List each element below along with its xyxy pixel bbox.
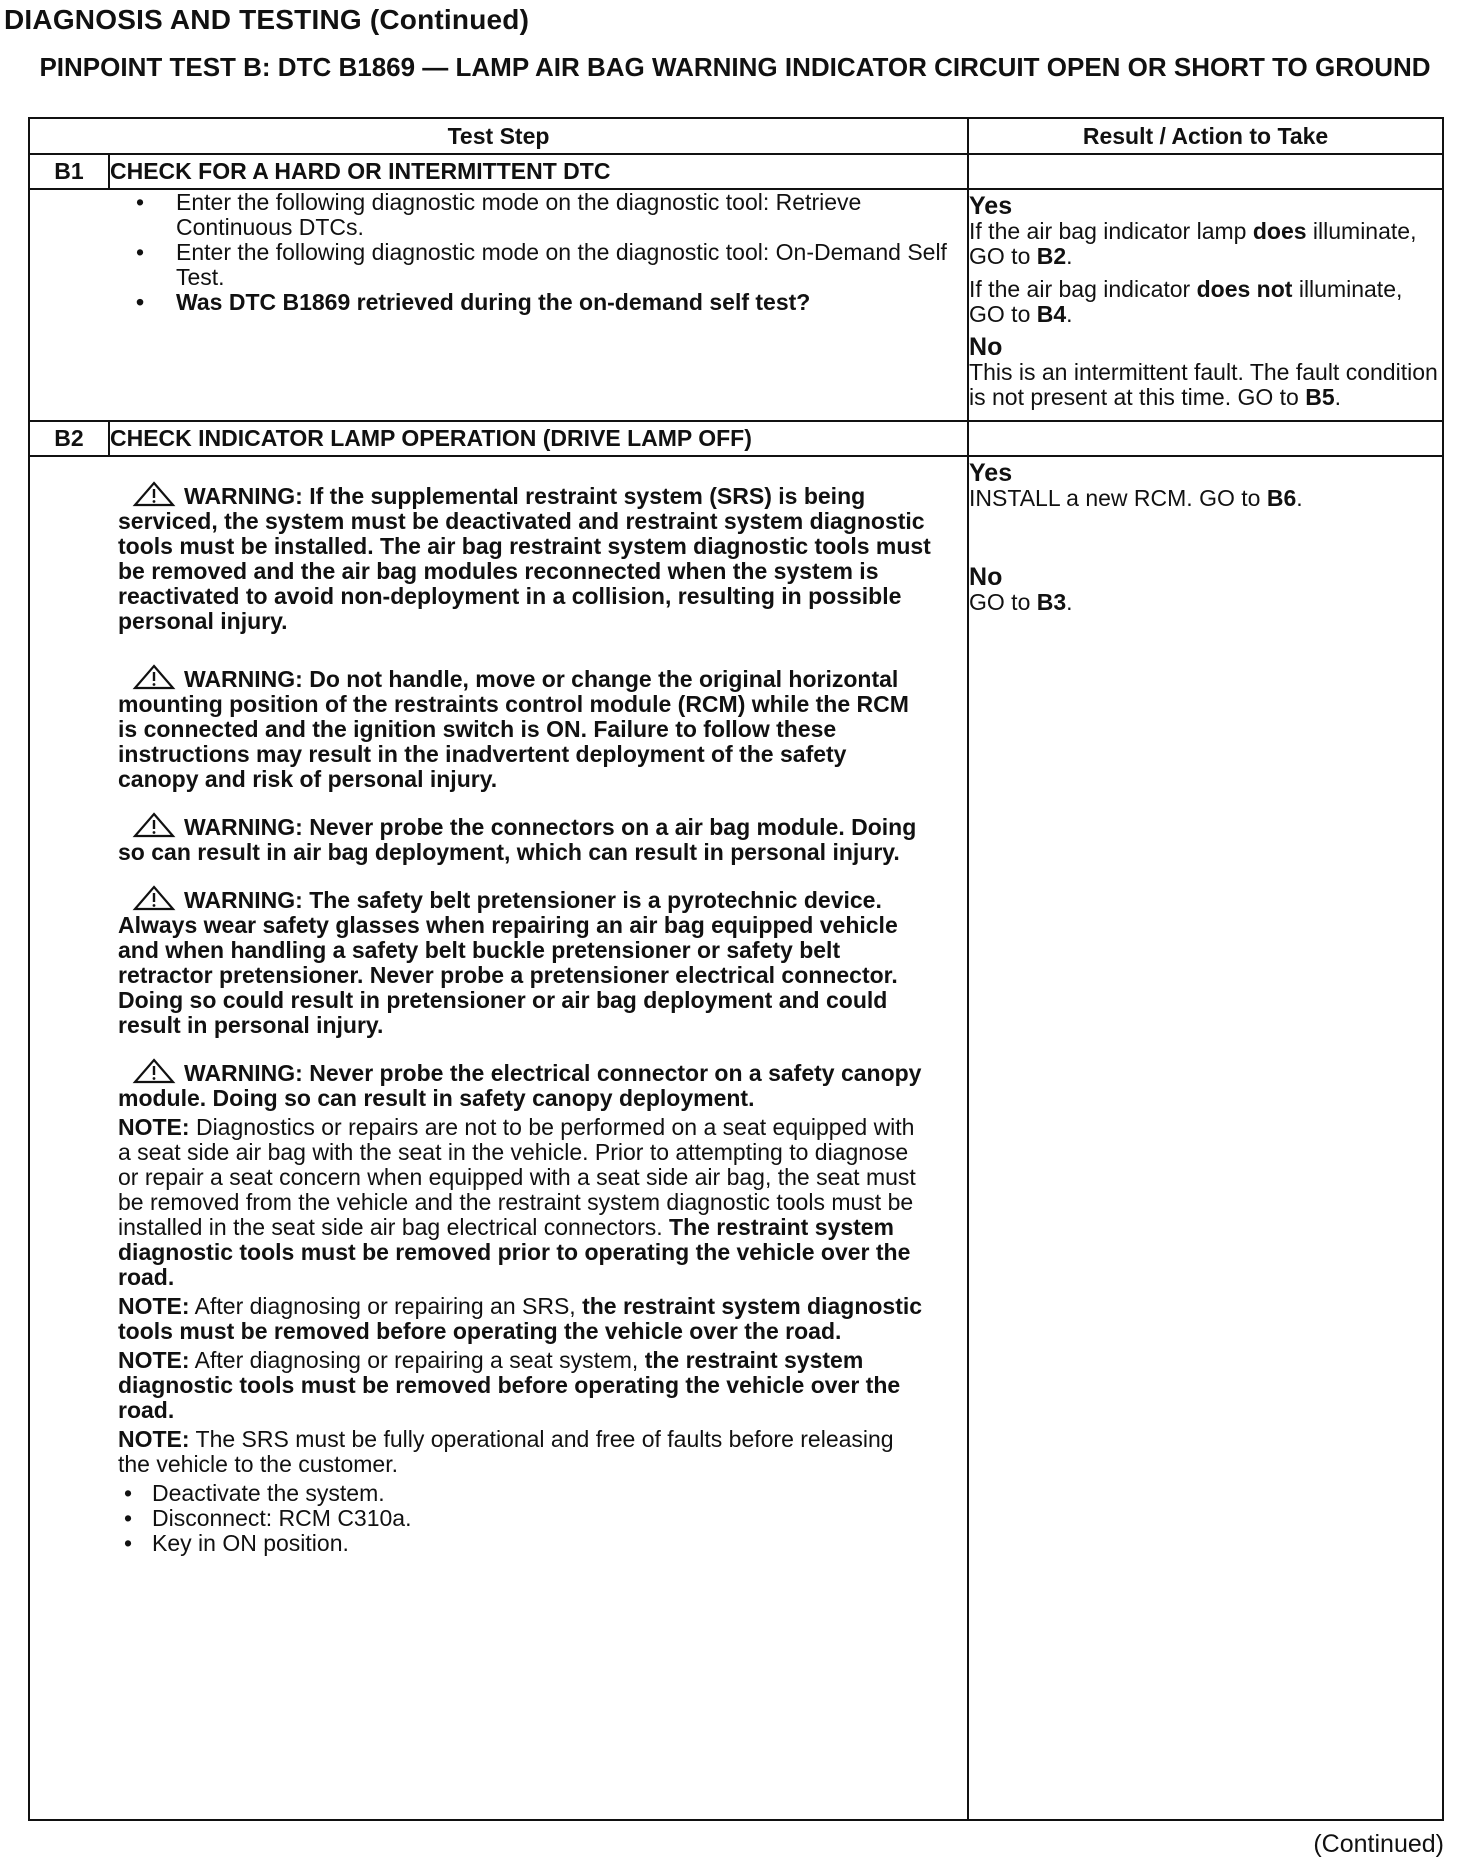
pinpoint-test-table [28,117,1444,1821]
text-run: . [1066,243,1073,269]
list-item: • Key in ON position. [118,1531,931,1556]
list-item: • Was DTC B1869 retrieved during the on-demand self test? [130,290,967,315]
text-run: . [1296,485,1303,511]
result-no-text [969,590,1442,615]
note-label: NOTE: [118,1114,190,1140]
step-title-b1: CHECK FOR A HARD OR INTERMITTENT DTC [109,154,968,189]
step-reference: B3 [1036,589,1067,615]
warning-text: WARNING: The safety belt pretensioner is a pyrotechnic device. Always wear safety glasses when repairing an air bag equipped vehicle and when handling a safety belt buckle pretensioner or safety belt retractor pretensioner. Never probe a pretensioner electrical connector. Doing so could result in pretensioner or air bag deployment and could result in personal injury. [118,887,898,1038]
warning-triangle-icon [132,1058,176,1084]
warning-safety-canopy [118,1058,931,1111]
continued-label: (Continued) [1313,1830,1444,1858]
result-spacer-b2 [968,421,1443,456]
step-reference: B4 [1036,301,1067,327]
step-b1-body-row [29,189,1443,421]
warning-triangle-icon [132,885,176,911]
warning-triangle-icon [132,481,176,507]
step-b1-title-row [29,154,1443,189]
warning-text: WARNING: If the supplemental restraint system (SRS) is being serviced, the system must be deactivated and restraint system diagnostic tools must be installed. The air bag restraint system diagnostic tools must be removed and the air bag modules reconnected when the system is reactivated to avoid non-deployment in a collision, resulting in possible personal injury. [118,483,931,634]
text-run-bold: does not [1196,276,1293,302]
list-item: • Enter the following diagnostic mode on the diagnostic tool: Retrieve Continuous DTCs. [130,190,967,240]
column-header-result: Result / Action to Take [968,118,1443,154]
step-code-b2: B2 [29,421,109,456]
text-run: illuminate, GO to [969,218,1417,269]
step-b1-bullet-list [130,190,967,315]
result-yes-label: Yes [969,192,1013,220]
table-header-row [29,118,1443,154]
text-run: Diagnostics or repairs are not to be performed on a seat equipped with a seat side air bag with the seat in the vehicle. Prior to attempting to diagnose or repair a seat concern when equipped with a seat side air bag, the seat must be removed from the vehicle and the restraint system diagnostic tools must be installed in the seat side air bag electrical connectors. [118,1114,916,1240]
text-run: INSTALL a new RCM. GO to [969,485,1267,511]
text-run-bold: The restraint system diagnostic tools must be removed prior to operating the vehicle over the road. [118,1214,911,1290]
warning-text: WARNING: Do not handle, move or change the original horizontal mounting position of the restraints control module (RCM) while the RCM is connected and the ignition switch is ON. Failure to follow these instructions may result in the inadvertent deployment of the safety canopy and risk of personal injury. [118,666,909,792]
column-header-test-step: Test Step [29,118,968,154]
warning-rcm-position [118,664,931,792]
step-b2-title-row [29,421,1443,456]
warning-srs-service [118,481,931,634]
warning-pretensioner [118,885,931,1038]
warning-triangle-icon [132,812,176,838]
note-label: NOTE: [118,1426,190,1452]
note-label: NOTE: [118,1347,190,1373]
page-title: DIAGNOSIS AND TESTING (Continued) [4,4,530,35]
list-item: • Deactivate the system. [118,1481,931,1506]
text-run: The SRS must be fully operational and free of faults before releasing the vehicle to the customer. [118,1426,894,1477]
step-title-b2: CHECK INDICATOR LAMP OPERATION (DRIVE LAMP OFF) [109,421,968,456]
text-run: If the air bag indicator lamp [969,218,1253,244]
note-after-srs [118,1294,931,1344]
warning-text: WARNING: Never probe the connectors on a air bag module. Doing so can result in air bag deployment, which can result in personal injury. [118,814,917,865]
step-reference: B2 [1036,243,1067,269]
note-label: NOTE: [118,1293,190,1319]
warning-text: WARNING: Never probe the electrical connector on a safety canopy module. Doing so can result in safety canopy deployment. [118,1060,922,1111]
step-b2-instructions [29,456,968,1820]
result-no-label: No [969,563,1003,591]
result-no-text [969,360,1442,410]
text-run: GO to [969,589,1037,615]
step-b2-results [968,456,1443,1820]
text-run: . [1066,301,1073,327]
text-run-bold: the restraint system diagnostic tools must be removed before operating the vehicle over the road. [118,1347,901,1423]
text-run: This is an intermittent fault. The fault condition is not present at this time. GO to [969,359,1438,410]
step-b2-bullet-list [118,1481,931,1556]
step-b1-results [968,189,1443,421]
note-after-seat [118,1348,931,1423]
list-item: • Disconnect: RCM C310a. [118,1506,931,1531]
step-reference: B6 [1266,485,1297,511]
step-b1-instructions [29,189,968,421]
step-b2-body-row [29,456,1443,1820]
text-run: illuminate, GO to [969,276,1403,327]
list-item: • Enter the following diagnostic mode on the diagnostic tool: On-Demand Self Test. [130,240,967,290]
result-yes-text-2 [969,277,1442,327]
text-run-bold: does [1252,218,1307,244]
result-no-label: No [969,333,1003,361]
note-srs-operational [118,1427,931,1477]
text-run: After diagnosing or repairing an SRS, [189,1293,583,1319]
pinpoint-test-title: PINPOINT TEST B: DTC B1869 — LAMP AIR BAG WARNING INDICATOR CIRCUIT OPEN OR SHORT TO GROUND [39,52,1431,82]
step-code-b1: B1 [29,154,109,189]
text-run: After diagnosing or repairing a seat system, [189,1347,645,1373]
warning-probe-air-bag [118,812,931,865]
warning-triangle-icon [132,664,176,690]
text-run: . [1066,589,1073,615]
result-yes-label: Yes [969,459,1013,487]
text-run-bold: the restraint system diagnostic tools must be removed before operating the vehicle over the road. [118,1293,923,1344]
result-yes-text-1 [969,219,1442,269]
text-run: . [1334,384,1342,410]
result-spacer-b1 [968,154,1443,189]
text-run: If the air bag indicator [969,276,1197,302]
result-yes-text [969,486,1442,511]
step-reference: B5 [1305,384,1335,410]
note-seat-side-air-bag [118,1115,931,1290]
